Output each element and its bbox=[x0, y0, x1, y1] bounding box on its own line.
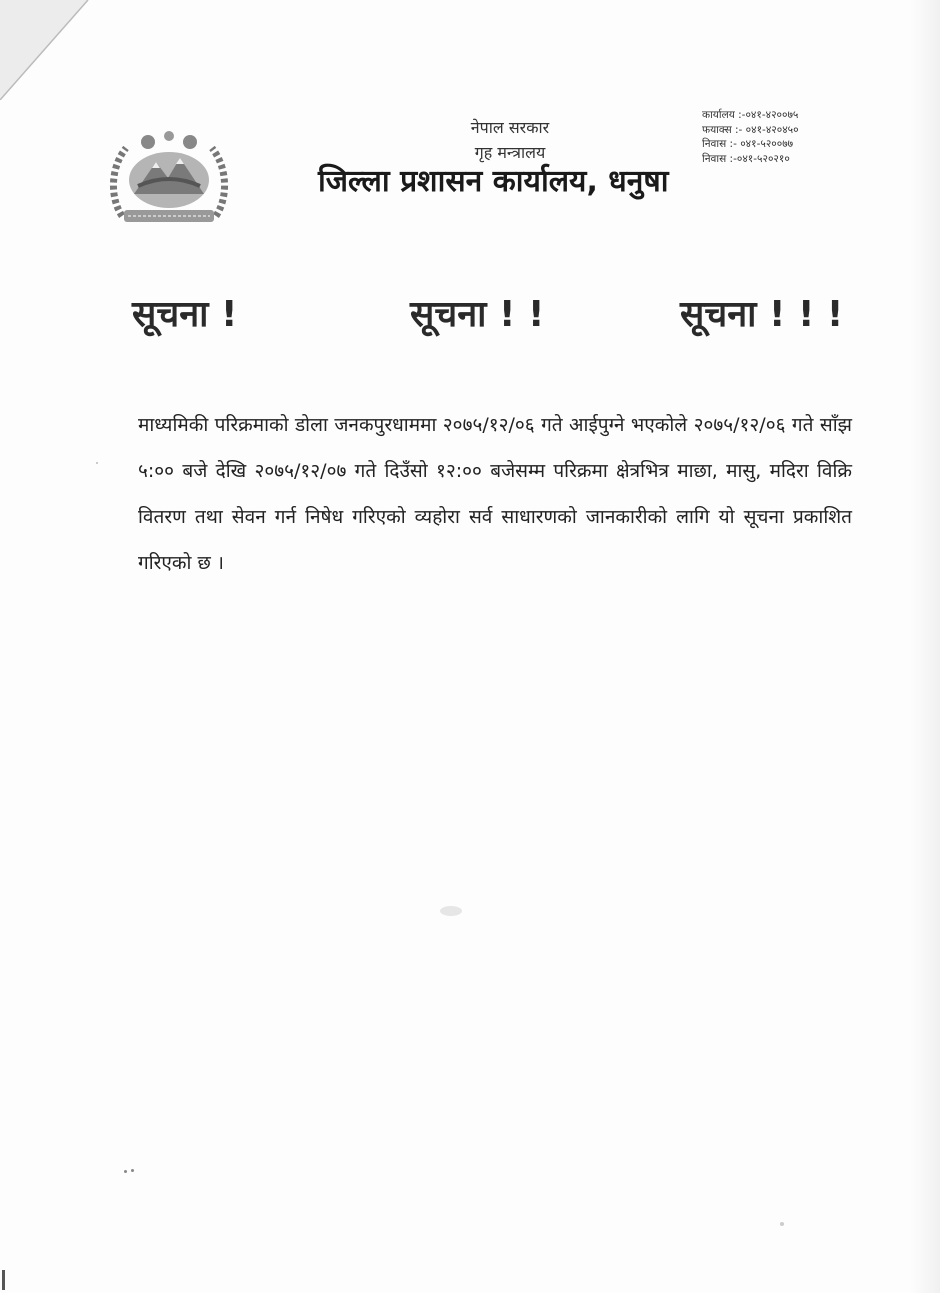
scan-speck bbox=[131, 1169, 134, 1172]
scan-speck bbox=[124, 1170, 127, 1173]
scan-speck bbox=[780, 1222, 784, 1226]
scan-speck bbox=[96, 462, 98, 464]
contact-residence-phone: निवास :- ०४१-५२००७७ bbox=[702, 138, 794, 150]
ministry-name: गृह मन्त्रालय bbox=[474, 143, 546, 162]
contact-residence-phone-2: निवास :-०४१-५२०२१० bbox=[702, 152, 790, 165]
contact-fax: फयाक्स :- ०४१-४२०४५० bbox=[702, 123, 799, 136]
contact-office-phone: कार्यालय :-०४१-४२००७५ bbox=[702, 109, 799, 121]
contact-block bbox=[702, 108, 799, 166]
folded-corner bbox=[0, 0, 100, 100]
notice-body: माध्यमिकी परिक्रमाको डोला जनकपुरधाममा २०७५/१२/०६ गते आईपुग्ने भएकोले २०७५/१२/०६ गते साँझ ५:०० बजे देखि २०७५/१२/०७ गते दिउँसो १२:०० बजेसम्म परिक्रमा क्षेत्रभित्र माछा, मासु, मदिरा विक्रि वितरण तथा सेवन गर्न निषेध गरिएको व्यहोरा सर्व साधारणको जानकारीको लागि यो सूचना प्रकाशित गरिएको छ । bbox=[138, 414, 852, 574]
scan-speck bbox=[2, 1270, 5, 1290]
notice-heading-3: सूचना ! ! ! bbox=[680, 294, 844, 335]
nepal-government-emblem-icon bbox=[108, 128, 230, 230]
government-name: नेपाल सरकार bbox=[470, 118, 550, 137]
scan-edge-shadow bbox=[910, 0, 940, 1293]
notice-heading-2: सूचना ! ! bbox=[410, 294, 545, 335]
scan-speck bbox=[440, 906, 462, 916]
office-name: जिल्ला प्रशासन कार्यालय, धनुषा bbox=[318, 164, 669, 199]
notice-heading-1: सूचना ! bbox=[132, 294, 238, 335]
